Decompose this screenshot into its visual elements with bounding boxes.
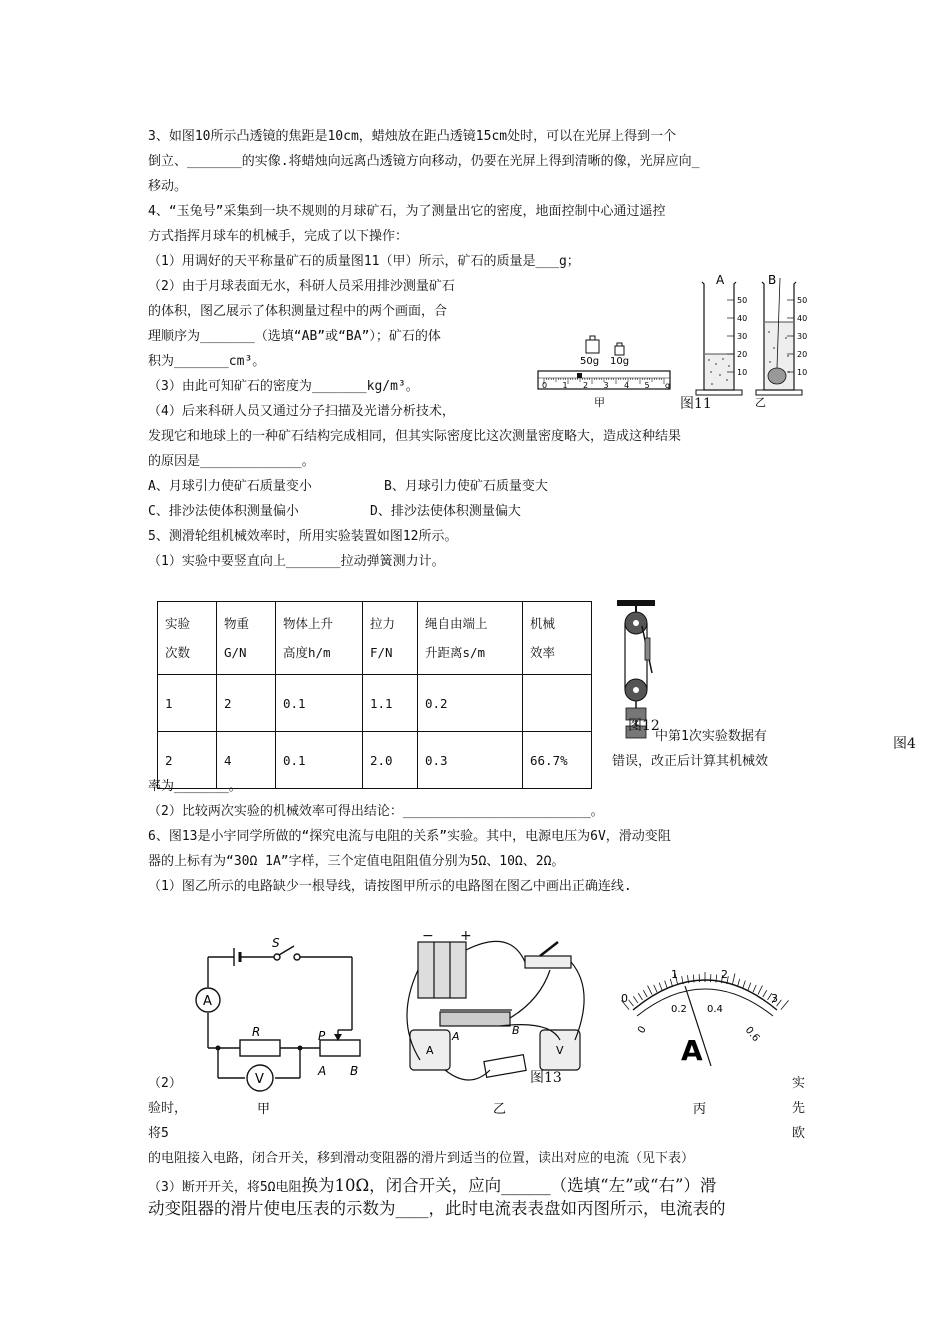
figure-11 (536, 272, 806, 412)
q3-line1: 3、如图10所示凸透镜的焦距是10cm，蜡烛放在距凸透镜15cm处时，可以在光屏上得到一个 (148, 129, 677, 144)
figure-13-circuit-yi (400, 930, 600, 1120)
q4-option-b: B、月球引力使矿石质量变大 (384, 479, 548, 494)
cylinder-b-label: B (768, 273, 777, 287)
yi-end-b: B (512, 1024, 520, 1037)
dial-top-1: 1 (671, 968, 678, 981)
table-cell: 2.0 (363, 732, 418, 789)
q5-part1: （1）实验中要竖直向上_______拉动弹簧测力计。 (148, 554, 445, 569)
rheostat-end-b: B (350, 1064, 359, 1078)
table-cell: 66.7% (523, 732, 592, 789)
fig11-yi-label: 乙 (755, 396, 766, 409)
q3-line2: 倒立、_______的实像.将蜡烛向远离凸透镜方向移动，仍要在光屏上得到清晰的像，光屏应向_ (148, 154, 700, 169)
table-cell: 1 (158, 675, 217, 732)
q6-part2-right-3: 欧 (792, 1126, 806, 1141)
cylinder-tick-label: 20 (737, 350, 748, 359)
resistor-label: R (252, 1025, 261, 1039)
q4-part3: （3）由此可知矿石的密度为_______kg/m³。 (148, 379, 419, 394)
table-header: 实验 次数 (158, 602, 217, 675)
table-cell: 2 (217, 675, 276, 732)
table-header: 拉力 F/N (363, 602, 418, 675)
q6-part3-line2: 动变阻器的滑片使电压表的示数为____，此时电流表表盘如丙图所示，电流表的 (148, 1199, 726, 1218)
q6-part1: （1）图乙所示的电路缺少一根导线，请按图甲所示的电路图在图乙中画出正确连线. (148, 879, 632, 894)
dial-tick (648, 986, 652, 995)
table-header: 物体上升 高度h/m (276, 602, 363, 675)
ammeter-label: A (426, 1044, 434, 1057)
fig11-jia-label: 甲 (594, 396, 605, 409)
q6-part3-line1 (148, 1175, 716, 1197)
scale-tick-label: 5 (644, 381, 650, 390)
table-cell: 0.3 (418, 732, 523, 789)
cylinder-tick-label: 10 (737, 368, 748, 377)
q6-line1: 6、图13是小宇同学所做的“探究电流与电阻的关系”实验。其中，电源电压为6V，滑动变阻 (148, 829, 671, 844)
dial-tick (758, 986, 762, 995)
fig13-bing-label: 丙 (693, 1102, 707, 1117)
q4-line1: 4、“玉兔号”采集到一块不规则的月球矿石，为了测量出它的密度，地面控制中心通过遥控 (148, 204, 666, 219)
pulley-data-table (157, 601, 592, 789)
dial-bottom-3: 0.6 (742, 1024, 762, 1045)
q6-part2-right-1: 实 (792, 1076, 806, 1091)
dial-tick (732, 974, 735, 986)
dial-tick (753, 985, 756, 992)
fig4-label: 图4 (893, 736, 916, 752)
q4-part2-d: 积为_______cm³。 (148, 354, 266, 369)
cylinder-a-label: A (716, 273, 725, 287)
dial-tick (665, 981, 668, 989)
cylinder-tick-label: 50 (797, 296, 808, 305)
ammeter-symbol: A (203, 994, 212, 1009)
dial-top-2: 2 (721, 968, 728, 981)
dial-tick (748, 983, 751, 990)
fig13-caption: 图13 (530, 1070, 562, 1086)
scale-tick-label: 0 (542, 381, 548, 390)
fig13-yi-label: 乙 (493, 1102, 507, 1117)
q4-option-c: C、排沙法使体积测量偏小 (148, 504, 299, 519)
table-header: 机械 效率 (523, 602, 592, 675)
table-row (158, 675, 592, 732)
table-header: 物重 G/N (217, 602, 276, 675)
fig12-caption: 图12 (628, 718, 660, 734)
q4-option-a: A、月球引力使矿石质量变小 (148, 479, 312, 494)
weight-50g-label: 50g (580, 356, 600, 367)
dial-bottom-2: 0.4 (707, 1004, 723, 1015)
svg-text:+: + (460, 928, 472, 944)
table-cell (523, 675, 592, 732)
weight-10g-label: 10g (610, 356, 630, 367)
q6-part2-left-1: （2） (148, 1076, 182, 1091)
q5-part2: （2）比较两次实验的机械效率可得出结论：________________________。 (148, 804, 604, 819)
rheostat-end-a: A (318, 1064, 327, 1078)
table-header: 绳自由端上 升距离s/m (418, 602, 523, 675)
dial-tick (654, 985, 657, 992)
dial-tick (743, 981, 746, 989)
fig13-jia-label: 甲 (257, 1102, 271, 1117)
q6-part2-left-2: 验时， (148, 1101, 188, 1116)
switch-label: S (272, 936, 280, 950)
q5-line1: 5、测滑轮组机械效率时，所用实验装置如图12所示。 (148, 529, 458, 544)
fig11-caption: 图11 (680, 396, 712, 412)
dial-tick (629, 1000, 634, 1006)
dial-tick (781, 1000, 789, 1009)
dial-bottom-1: 0.2 (671, 1004, 687, 1015)
dial-tick (738, 979, 740, 987)
cylinder-tick-label: 10 (797, 368, 808, 377)
cylinder-tick-label: 30 (737, 332, 748, 341)
scale-tick-label: 4 (624, 381, 630, 390)
q4-part4-a: （4）后来科研人员又通过分子扫描及光谱分析技术， (148, 404, 455, 419)
scale-tick-label: 2 (583, 381, 589, 390)
q4-option-d: D、排沙法使体积测量偏大 (370, 504, 521, 519)
q4-line2: 方式指挥月球车的机械手，完成了以下操作： (148, 229, 409, 244)
cylinder-tick-label: 40 (797, 314, 808, 323)
scale-tick-label: 3 (603, 381, 609, 390)
weight-50g (586, 336, 599, 353)
dial-unit: A (681, 1034, 703, 1067)
cylinder-b (756, 278, 802, 395)
cylinder-tick-label: 30 (797, 332, 808, 341)
q4-part2-a: （2）由于月球表面无水，科研人员采用排沙测量矿石 (148, 279, 455, 294)
voltmeter-label: V (556, 1044, 564, 1057)
q5-efficiency: 率为_______。 (148, 779, 242, 794)
q6-line2: 器的上标有为“30Ω 1A”字样，三个定值电阻阻值分别为5Ω、10Ω、2Ω。 (148, 854, 565, 869)
q4-part2-c: 理顺序为_______（选填“AB”或“BA”）；矿石的体 (148, 329, 441, 344)
table-cell: 4 (217, 732, 276, 789)
q4-part4-b: 发现它和地球上的一种矿石结构完成相同，但其实际密度比这次测量密度略大，造成这种结果 (148, 429, 682, 444)
q5-side-text-1: 中第1次实验数据有 (655, 729, 767, 744)
q4-part4-c: 的原因是_____________。 (148, 454, 315, 469)
slider-label: P (318, 1029, 326, 1043)
figure-13-ammeter-dial (615, 930, 795, 1120)
table-cell: 0.1 (276, 732, 363, 789)
scale-tick-label: 1 (562, 381, 568, 390)
balance-scale-ruler (538, 371, 670, 390)
voltmeter-symbol: V (255, 1072, 264, 1087)
figure-13-circuit-jia (190, 930, 390, 1120)
q5-side-text-2: 错误，改正后计算其机械效 (612, 754, 769, 769)
q6-part2-right-2: 先 (792, 1101, 806, 1116)
cylinder-tick-label: 50 (737, 296, 748, 305)
table-cell: 2 (158, 732, 217, 789)
dial-tick (763, 990, 767, 997)
cylinder-a (696, 282, 742, 395)
q6-part2-continue: 的电阻接入电路，闭合开关，移到滑动变阻器的滑片到适当的位置，读出对应的电流（见下表） (148, 1151, 695, 1166)
table-cell: 0.1 (276, 675, 363, 732)
svg-text:−: − (422, 928, 434, 944)
table-cell: 0.2 (418, 675, 523, 732)
scale-tick-label: g (665, 381, 671, 390)
weight-10g (615, 343, 624, 355)
q4-part1: （1）用调好的天平称量矿石的质量图11（甲）所示，矿石的质量是___g； (148, 254, 580, 269)
q6-part2-left-3: 将5 (148, 1126, 169, 1141)
dial-tick (638, 993, 642, 1000)
dial-top-0: 0 (621, 992, 628, 1005)
dial-tick (659, 983, 662, 990)
table-cell: 1.1 (363, 675, 418, 732)
q3-line3: 移动。 (148, 179, 188, 194)
q6-part3-b: 换为10Ω，闭合开关，应向______（选填“左”或“右”）滑 (301, 1176, 717, 1195)
q4-part2-b: 的体积，图乙展示了体积测量过程中的两个画面，合 (148, 304, 448, 319)
cylinder-tick-label: 40 (737, 314, 748, 323)
yi-end-a: A (452, 1030, 460, 1043)
dial-top-3: 3 (771, 992, 778, 1005)
dial-tick (633, 996, 638, 1003)
dial-tick (643, 990, 647, 997)
q6-part3-a: （3）断开开关，将5Ω电阻 (148, 1180, 302, 1195)
dial-bottom-0: 0 (636, 1024, 649, 1036)
cylinder-tick-label: 20 (797, 350, 808, 359)
